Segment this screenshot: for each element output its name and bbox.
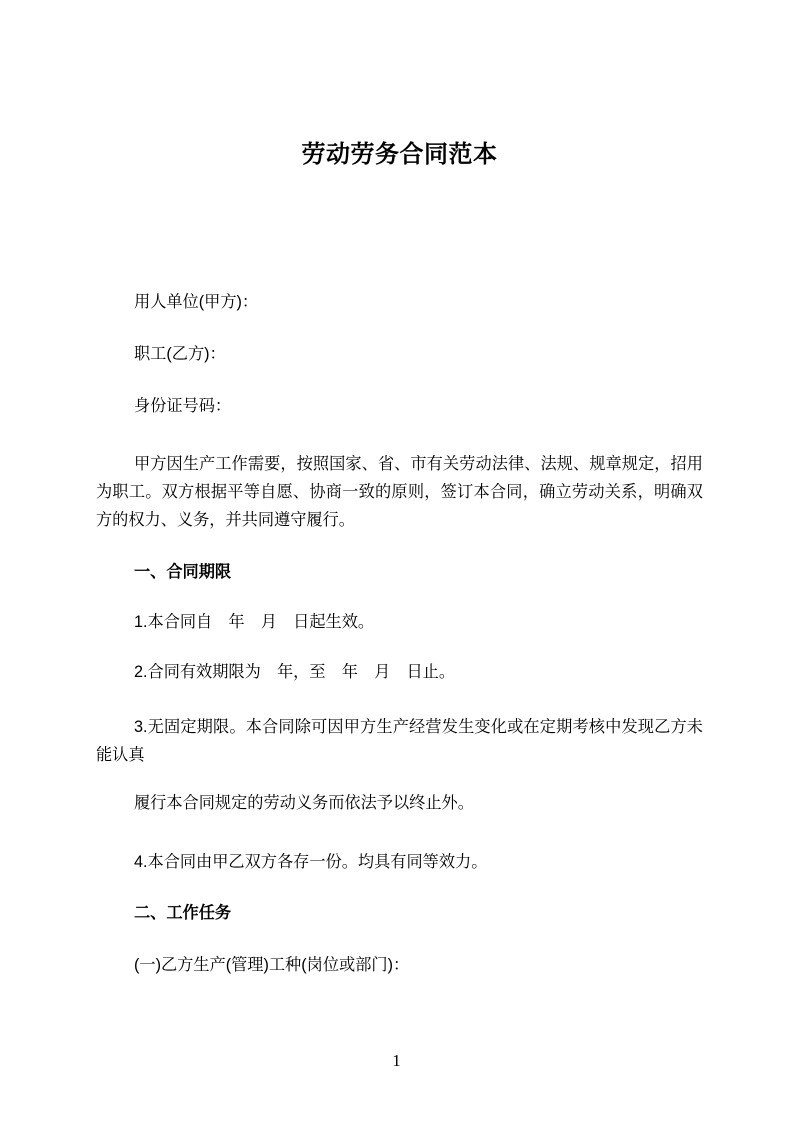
id-number-label: 身份证号码： [134, 397, 232, 415]
section1-clause3-continuation: 履行本合同规定的劳动义务而依法予以终止外。 [134, 794, 474, 812]
section1-clause4-copies: 4.本合同由甲乙双方各存一份。均具有同等效力。 [134, 853, 488, 871]
section1-clause3-open-term: 3.无固定期限。本合同除可因甲方生产经营发生变化或在定期考核中发现乙方未能认真 [96, 718, 703, 764]
document-title: 劳动劳务合同范本 [301, 141, 498, 168]
section1-clause1-effective-date: 1.本合同自 年 月 日起生效。 [134, 613, 375, 631]
employer-party-label: 用人单位(甲方)： [134, 293, 259, 311]
section2-heading-work-tasks: 二、工作任务 [134, 904, 232, 922]
employee-party-label: 职工(乙方)： [134, 345, 226, 363]
section2-clause1-job-position: (一)乙方生产(管理)工种(岗位或部门)： [134, 956, 410, 974]
contract-preamble-paragraph: 甲方因生产工作需要，按照国家、省、市有关劳动法律、法规、规章规定，招用为职工。双方根据平等自愿、协商一致的原则，签订本合同，确立劳动关系，明确双方的权力、义务，并共同遵守履行。 [96, 455, 703, 529]
section1-clause2-valid-period: 2.合同有效期限为 年，至 年 月 日止。 [134, 663, 456, 681]
section1-heading-contract-term: 一、合同期限 [134, 563, 232, 581]
page-number: 1 [392, 1051, 401, 1070]
document-content [96, 0, 703, 1122]
